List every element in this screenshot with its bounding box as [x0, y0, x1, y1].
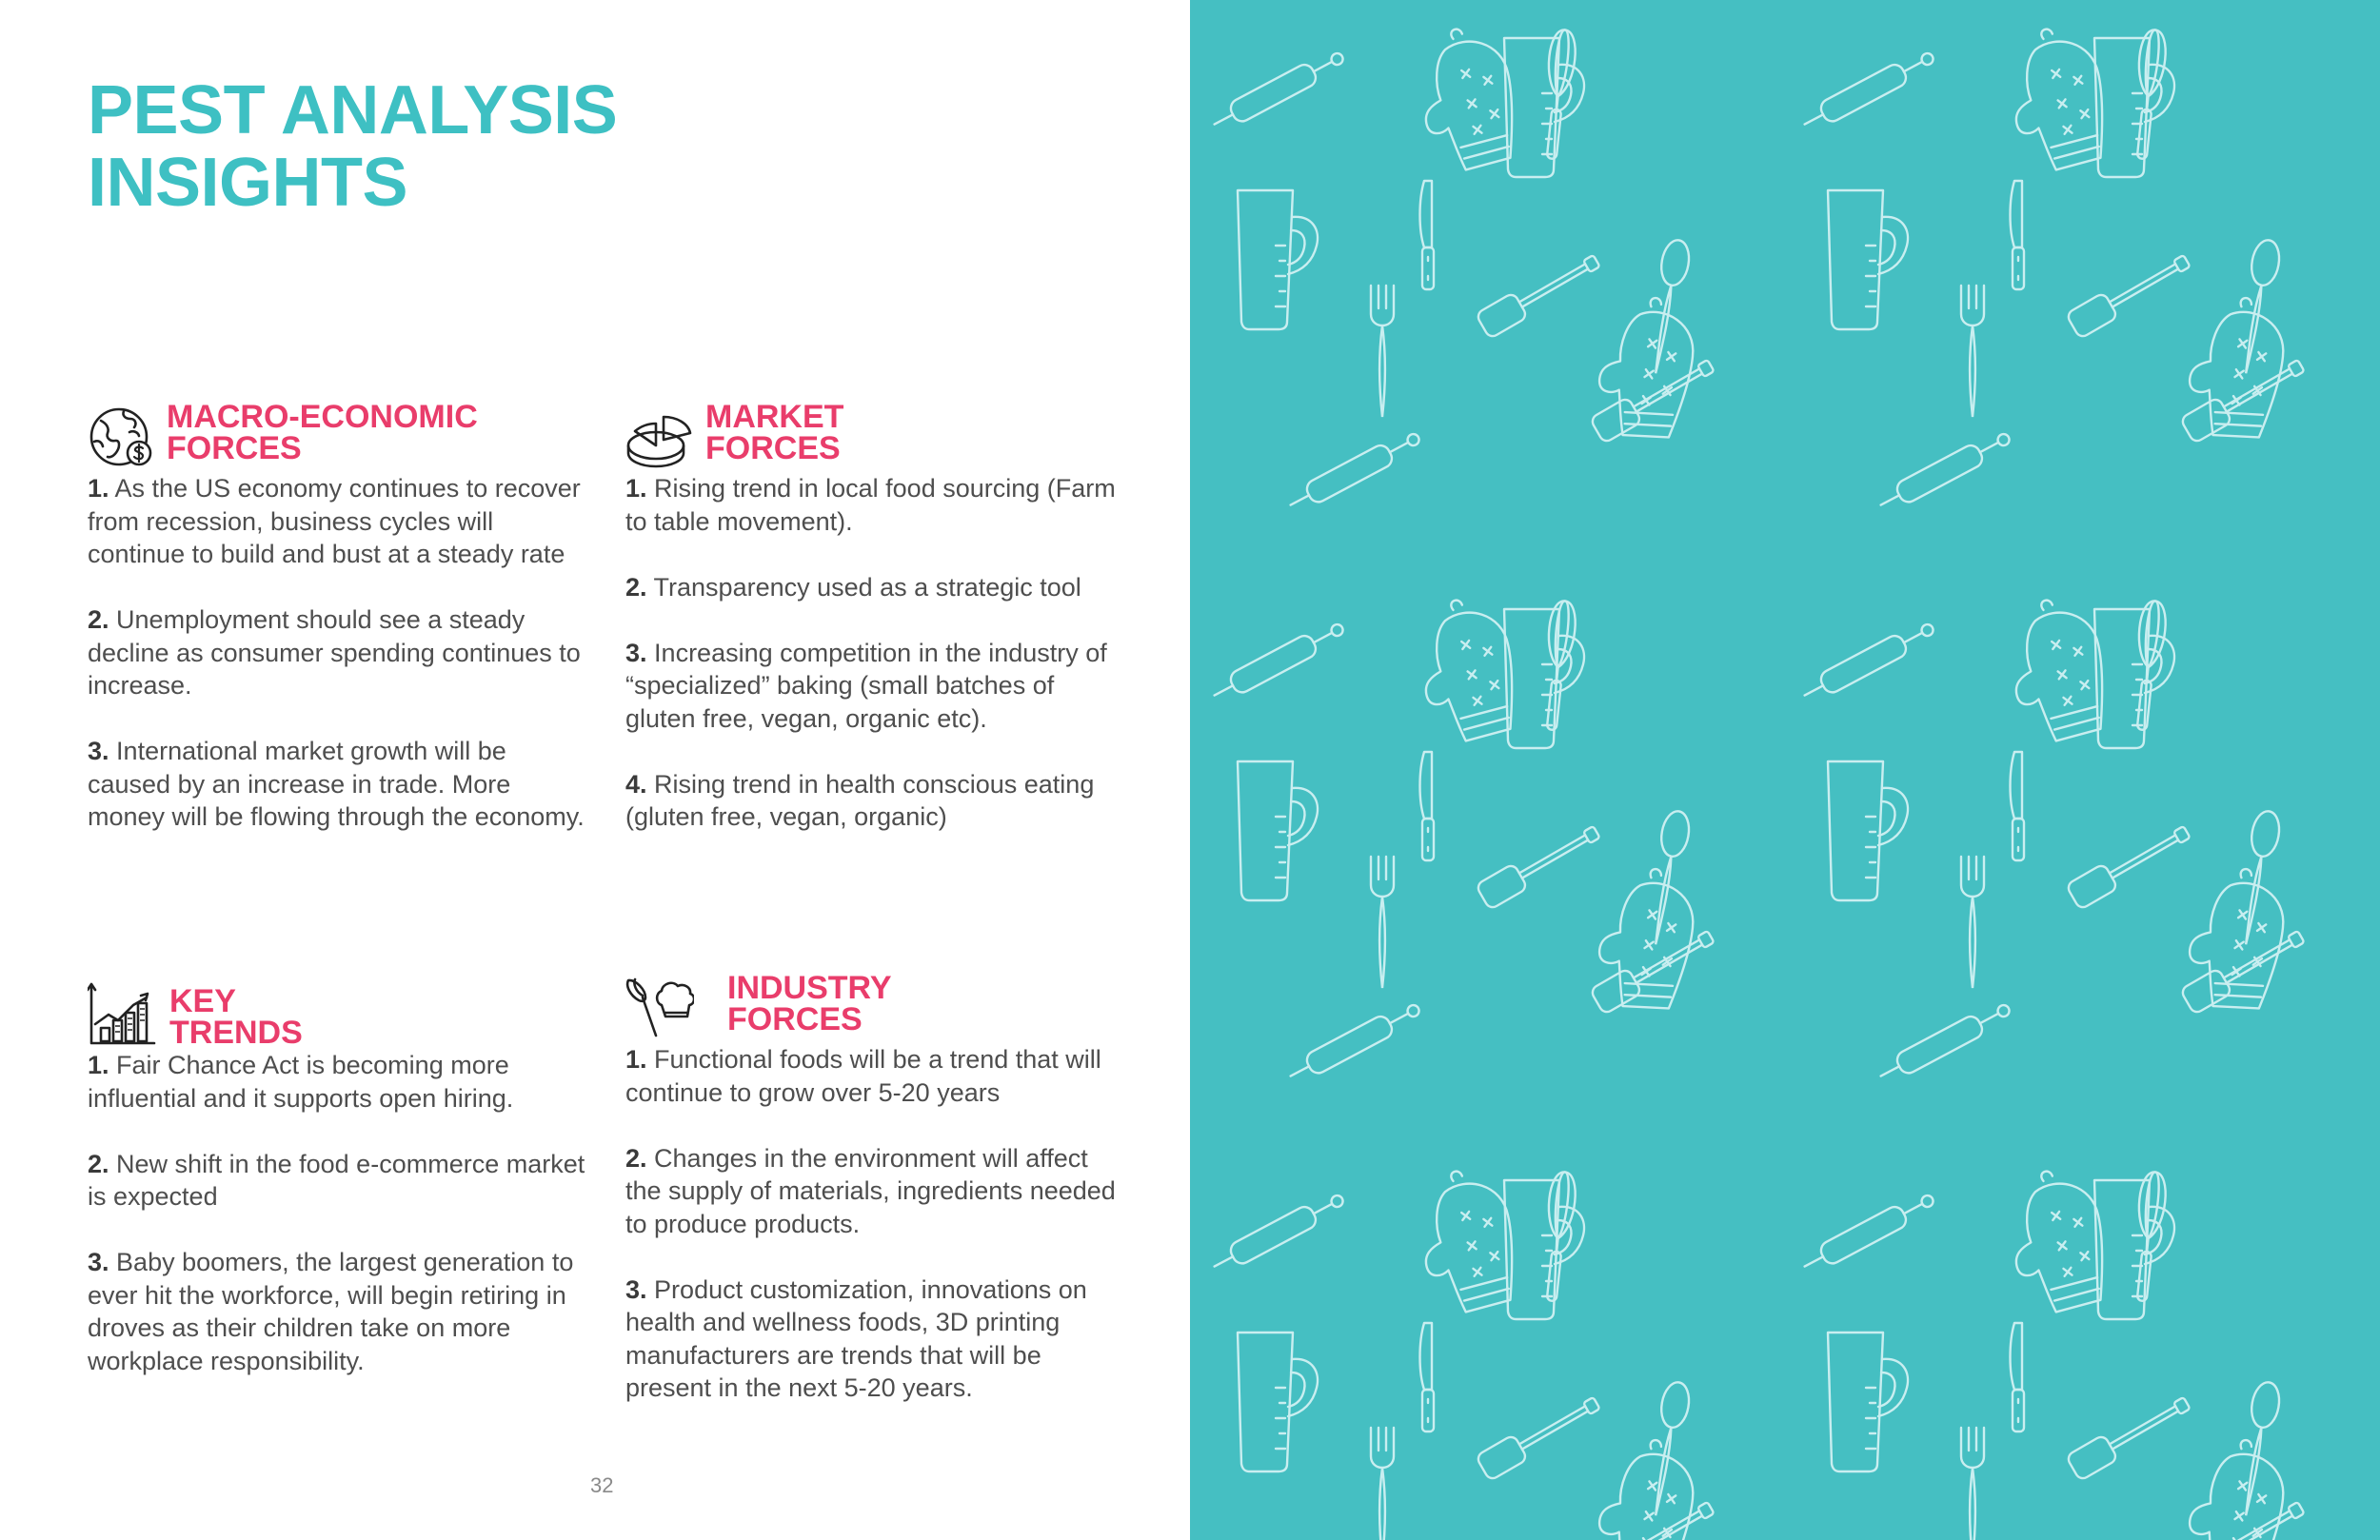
globe-dollar-icon [88, 405, 156, 468]
section-industry-forces [625, 970, 1130, 1405]
list-item [88, 603, 592, 702]
section-title-line-2: TRENDS [169, 1015, 303, 1051]
list-item [625, 571, 1130, 604]
item-number: 2. [88, 1149, 109, 1178]
list-item [88, 1148, 592, 1214]
pattern-canvas [1190, 0, 2380, 1540]
item-number: 2. [88, 605, 109, 634]
item-text: Product customization, innovations on health and wellness foods, 3D printing manufacturers are trends that will be present in the next 5-20 years. [625, 1274, 1087, 1402]
item-text: Fair Chance Act is becoming more influential and it supports open hiring. [88, 1051, 514, 1113]
section-market-forces [625, 399, 1130, 834]
insight-list [625, 1043, 1130, 1405]
item-number: 2. [625, 1143, 647, 1173]
insight-list [625, 472, 1130, 834]
section-title-line-1: MACRO-ECONOMIC [167, 399, 478, 435]
item-text: Unemployment should see a steady decline as consumer spending continues to increase. [88, 605, 581, 700]
item-number: 1. [88, 474, 109, 503]
item-number: 1. [88, 1051, 109, 1079]
chef-hat-whisk-icon [625, 977, 694, 1039]
item-text: Transparency used as a strategic tool [653, 572, 1081, 602]
item-number: 4. [625, 769, 647, 799]
section-title [167, 399, 478, 466]
kitchen-utensil-pattern [1190, 0, 2380, 1540]
section-title-line-2: FORCES [167, 430, 302, 466]
pie-chart-icon [625, 405, 694, 468]
list-item [88, 1049, 592, 1115]
list-item [88, 472, 592, 571]
page-number: 32 [590, 1473, 614, 1497]
section-key-trends [88, 978, 592, 1377]
item-number: 3. [88, 737, 109, 765]
item-number: 2. [625, 572, 647, 602]
item-text: International market growth will be caused by an increase in trade. More money will be flowing through the economy. [88, 737, 585, 831]
item-text: Baby boomers, the largest generation to ever hit the workforce, will begin retiring in droves as their children take on more workplace responsibility. [88, 1248, 574, 1375]
section-header [88, 399, 592, 472]
page-title [88, 74, 617, 219]
title-line-2: INSIGHTS [88, 145, 408, 221]
growth-chart-icon [88, 982, 156, 1045]
section-title-line-2: FORCES [727, 1001, 863, 1037]
list-item [88, 1246, 592, 1377]
list-item [88, 735, 592, 834]
section-title-line-1: KEY [169, 983, 236, 1019]
item-number: 1. [625, 1045, 647, 1074]
section-title-line-2: FORCES [705, 430, 841, 466]
item-text: New shift in the food e-commerce market is expected [88, 1149, 585, 1211]
section-title [169, 983, 303, 1051]
section-header [88, 978, 592, 1049]
list-item [625, 1142, 1130, 1241]
list-item [625, 768, 1130, 834]
list-item [625, 637, 1130, 736]
section-header [625, 970, 1130, 1043]
section-header [625, 399, 1130, 472]
item-number: 3. [625, 1274, 647, 1304]
item-text: Changes in the environment will affect the supply of materials, ingredients needed to produce products. [625, 1143, 1116, 1238]
section-title-line-1: MARKET [705, 399, 844, 435]
item-number: 3. [625, 638, 647, 667]
item-number: 3. [88, 1248, 109, 1276]
item-text: Rising trend in health conscious eating (gluten free, vegan, organic) [625, 769, 1095, 831]
insight-list [88, 1049, 592, 1377]
list-item [625, 1273, 1130, 1405]
section-title [727, 970, 892, 1037]
list-item [625, 1043, 1130, 1109]
item-number: 1. [625, 474, 647, 503]
insight-list [88, 472, 592, 834]
title-line-1: PEST ANALYSIS [88, 72, 618, 148]
list-item [625, 472, 1130, 538]
section-title [705, 399, 844, 466]
section-macro-economic-forces [88, 399, 592, 834]
item-text: As the US economy continues to recover from recession, business cycles will continue to build and bust at a steady rate [88, 474, 581, 568]
item-text: Increasing competition in the industry of “specialized” baking (small batches of gluten free, vegan, organic etc). [625, 638, 1107, 733]
item-text: Functional foods will be a trend that will continue to grow over 5-20 years [625, 1045, 1101, 1107]
section-title-line-1: INDUSTRY [727, 970, 892, 1006]
item-text: Rising trend in local food sourcing (Farm to table movement). [625, 474, 1116, 536]
